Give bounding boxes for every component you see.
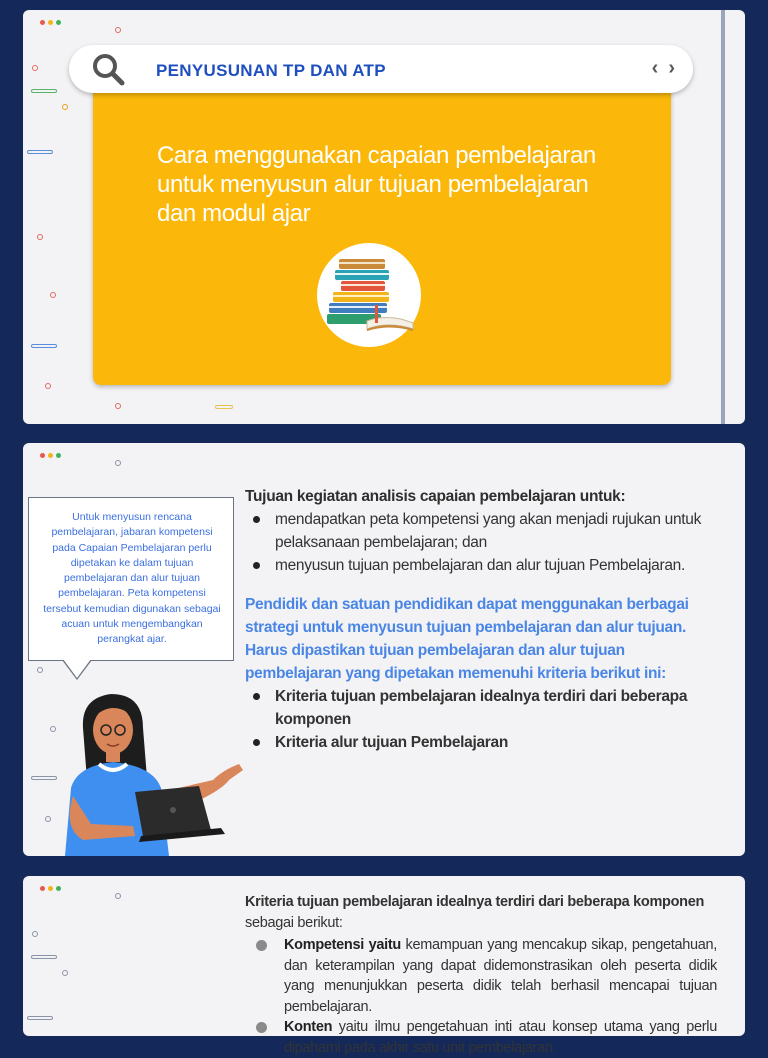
bubble-tail — [62, 660, 92, 680]
component-term: Kompetensi yaitu — [284, 937, 401, 953]
decor-line — [31, 89, 57, 93]
decor-line — [31, 344, 57, 348]
component-term: Konten — [284, 1019, 333, 1035]
yellow-dot — [48, 20, 53, 25]
speech-bubble — [28, 497, 234, 661]
analysis-card — [23, 443, 745, 856]
decor-circle — [115, 893, 121, 899]
decor-circle — [115, 403, 121, 409]
books-icon — [317, 243, 421, 347]
decor-circle — [115, 27, 121, 33]
red-dot — [40, 20, 45, 25]
green-dot — [56, 886, 61, 891]
bubble-text: Untuk menyusun rencana pembelajaran, jabaran kompetensi pada Capaian Pembelajaran perlu dipetakan ke dalam tujuan pembelajaran dan alur tujuan pembelajaran. Peta kompetensi tersebut kemudian digunakan sebagai acuan untuk mengembangkan perangkat ajar. — [43, 511, 221, 646]
component-desc: yaitu ilmu pengetahuan inti atau konsep utama yang perlu dipahami pada akhir satu unit pembelajaran. — [284, 1019, 717, 1056]
decor-circle — [37, 234, 43, 240]
decor-circle — [32, 65, 38, 71]
heading-line: untuk menyusun alur tujuan pembelajaran — [157, 171, 589, 198]
criteria-text — [245, 892, 717, 1058]
chevron-right-icon[interactable]: › — [668, 57, 675, 79]
red-dot — [40, 886, 45, 891]
red-dot — [40, 453, 45, 458]
green-dot — [56, 453, 61, 458]
green-dot — [56, 20, 61, 25]
title-card — [23, 10, 745, 424]
decor-circle — [32, 931, 38, 937]
decor-line — [215, 405, 233, 409]
criteria-subheading: sebagai berikut: — [245, 914, 343, 931]
decor-line — [27, 150, 53, 154]
list-item: menyusun tujuan pembelajaran dan alur tujuan Pembelajaran. — [245, 554, 725, 577]
scroll-track — [721, 10, 725, 424]
decor-line — [27, 1016, 53, 1020]
chevron-left-icon[interactable]: ‹ — [651, 57, 659, 79]
window-dots — [40, 453, 61, 458]
list-item: Kriteria alur tujuan Pembelajaran — [245, 731, 725, 754]
yellow-dot — [48, 886, 53, 891]
panel-heading — [157, 141, 627, 228]
criteria-list — [245, 685, 725, 754]
purpose-list — [245, 508, 725, 577]
analysis-text — [245, 485, 725, 754]
list-item: mendapatkan peta kompetensi yang akan menjadi rujukan untuk pelaksanaan pembelajaran; dan — [245, 508, 725, 554]
list-item — [245, 935, 717, 1017]
nav-arrows — [652, 57, 675, 79]
criteria-card — [23, 876, 745, 1056]
decor-circle — [45, 383, 51, 389]
component-desc: kemampuan yang mencakup sikap, pengetahuan, dan keterampilan yang dapat didemonstrasikan oleh peserta didik yang menunjukkan peserta didik telah berhasil mencapai tujuan pembelajaran. — [284, 937, 717, 1015]
heading-line: Cara menggunakan capaian pembelajaran — [157, 142, 596, 169]
heading-line: dan modul ajar — [157, 200, 311, 227]
decor-line — [31, 955, 57, 959]
woman-with-laptop-illustration — [43, 688, 253, 856]
decor-circle — [62, 104, 68, 110]
window-dots — [40, 20, 61, 25]
window-dots — [40, 886, 61, 891]
analysis-heading: Tujuan kegiatan analisis capaian pembelajaran untuk: — [245, 488, 626, 505]
search-icon[interactable] — [91, 52, 125, 86]
list-item — [245, 1017, 717, 1058]
decor-circle — [115, 460, 121, 466]
search-title: PENYUSUNAN TP DAN ATP — [156, 61, 386, 80]
title-panel — [93, 67, 671, 385]
yellow-dot — [48, 453, 53, 458]
decor-circle — [50, 292, 56, 298]
list-item: Kriteria tujuan pembelajaran idealnya terdiri dari beberapa komponen — [245, 685, 725, 731]
decor-circle — [37, 667, 43, 673]
criteria-heading: Kriteria tujuan pembelajaran idealnya terdiri dari beberapa komponen — [245, 894, 705, 910]
component-list — [245, 935, 717, 1058]
strategy-paragraph: Pendidik dan satuan pendidikan dapat menggunakan berbagai strategi untuk menyusun tujuan pembelajaran dan alur tujuan. Harus dipastikan tujuan pembelajaran dan alur tujuan pembelajaran yang dipetakan memenuhi kriteria berikut ini: — [245, 596, 689, 682]
decor-circle — [62, 970, 68, 976]
search-bar[interactable] — [69, 45, 693, 93]
